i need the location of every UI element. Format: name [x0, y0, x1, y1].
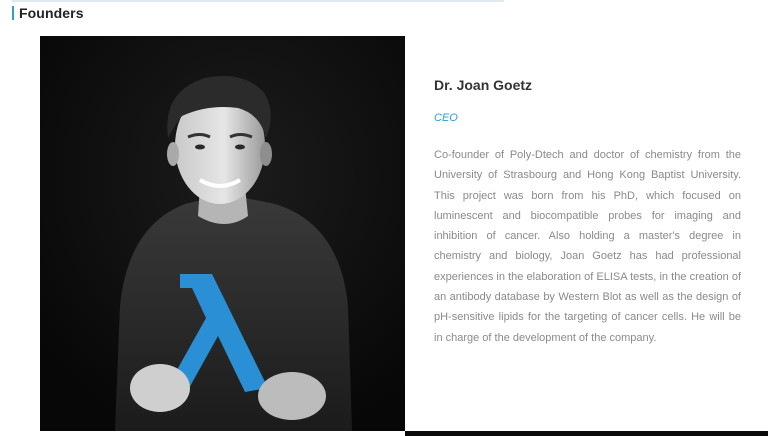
top-divider — [12, 0, 504, 2]
founder-bio: Co-founder of Poly-Dtech and doctor of chemistry from the University of Strasbourg and Hong Kong Baptist University. This project was born from his PhD, which focused on luminescent and biocompatible probes for imaging and inhibition of cancer. Also holding a master's degree in chemistry and biology, Joan Goetz has had professional experiences in the elaboration of ELISA tests, in the creation of an antibody database by Western Blot as well as the design of pH-sensitive lipids for the targeting of cancer cells. He will be in charge of the development of the company. — [434, 149, 741, 344]
founder-details — [434, 75, 741, 344]
accent-bar — [12, 6, 14, 20]
bottom-strip — [405, 431, 768, 436]
founder-photo — [40, 36, 405, 431]
founder-name: Dr. Joan Goetz — [434, 77, 533, 93]
section-title: Founders — [19, 5, 84, 21]
section-header — [12, 5, 84, 21]
founder-role: CEO — [434, 112, 458, 124]
